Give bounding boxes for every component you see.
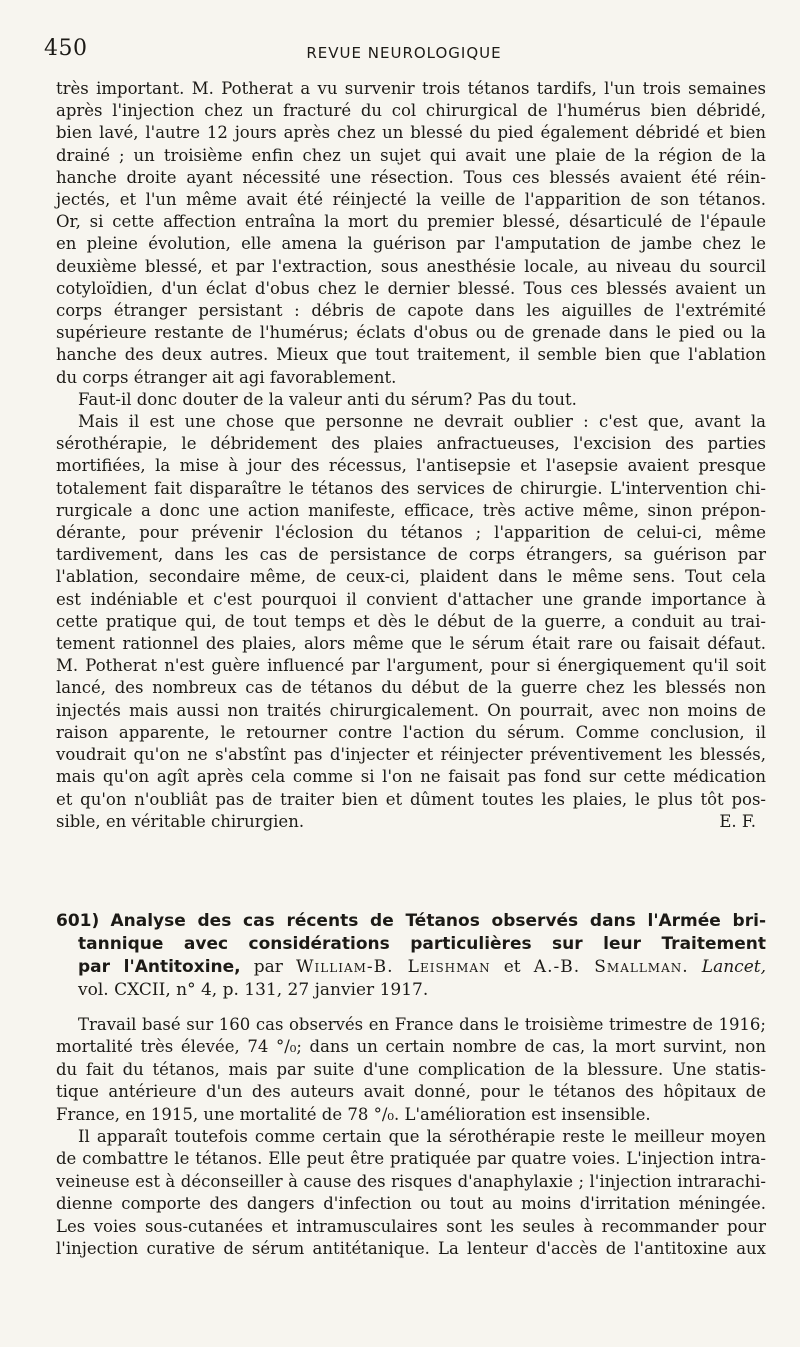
text-line: après l'injection chez un fracturé du col chirurgical de l'humérus bien débridé,	[56, 101, 766, 121]
text-line: et qu'on n'oubliât pas de traiter bien et dûment toutes les plaies, le plus tôt pos-	[56, 789, 766, 809]
text-line: du fait du tétanos, mais par suite d'une complication de la blessure. Une statis-	[56, 1059, 766, 1079]
text-line: raison apparente, le retourner contre l'action du sérum. Comme conclusion, il	[56, 722, 766, 742]
entry-title-part: par l'Antitoxine,	[78, 957, 241, 977]
question-line: Faut-il donc douter de la valeur anti du sérum? Pas du tout.	[78, 389, 577, 409]
text-line: deuxième blessé, et par l'extraction, sous anesthésie locale, au niveau du sourcil	[56, 256, 766, 276]
text-line: dienne comporte des dangers d'infection ou tout au moins d'irritation méningée.	[56, 1194, 766, 1214]
text-line: mortifiées, la mise à jour des récessus, l'antisepsie et l'asepsie avaient presque	[56, 456, 766, 476]
text-line: tardivement, dans les cas de persistance de corps étrangers, sa guérison par	[56, 545, 766, 565]
author-signature: E. F.	[719, 811, 756, 831]
text-line: rurgicale a donc une action manifeste, efficace, très active même, sinon prépon-	[56, 500, 766, 520]
entry-title-line	[56, 956, 766, 979]
page-number: 450	[44, 36, 88, 61]
text-line: dérante, pour prévenir l'éclosion du tétanos ; l'apparition de celui-ci, même	[56, 523, 766, 543]
text-line: jectés, et l'un même avait été réinjecté la veille de l'apparition de son tétanos.	[56, 190, 766, 210]
entry-title-line	[56, 933, 766, 956]
continued-article	[56, 78, 766, 833]
author-1: William-B. Leishman	[296, 957, 491, 977]
text-line: mortalité très élevée, 74 °/₀; dans un certain nombre de cas, la mort survint, non	[56, 1037, 766, 1057]
text-line: du corps étranger ait agi favorablement.	[56, 367, 397, 387]
page-header	[44, 36, 764, 68]
text-line: bien lavé, l'autre 12 jours après chez un blessé du pied également débridé et bien	[56, 123, 766, 143]
journal-name: Lancet,	[701, 957, 766, 977]
text-line: veineuse est à déconseiller à cause des risques d'anaphylaxie ; l'injection intrarachi-	[56, 1171, 766, 1191]
text-line: injectés mais aussi non traités chirurgicalement. On pourrait, avec non moins de	[56, 700, 766, 720]
text-line: l'ablation, secondaire même, de ceux-ci, plaident dans le même sens. Tout cela	[56, 567, 766, 587]
text-line: Les voies sous-cutanées et intramusculaires sont les seules à recommander pour	[56, 1216, 766, 1236]
text-line: sible, en véritable chirurgien.	[56, 811, 305, 831]
text-line: tement rationnel des plaies, alors même que le sérum était rare ou faisait défaut.	[56, 634, 766, 654]
text-line: sérothérapie, le débridement des plaies anfractueuses, l'excision des parties	[56, 434, 766, 454]
citation: vol. CXCII, n° 4, p. 131, 27 janvier 1917.	[78, 980, 429, 1000]
text-line: hanche des deux autres. Mieux que tout traitement, il semble bien que l'ablation	[56, 345, 766, 365]
text-line: cette pratique qui, de tout temps et dès le début de la guerre, a conduit au trai-	[56, 611, 766, 631]
text-line: très important. M. Potherat a vu survenir trois tétanos tardifs, l'un trois semaines	[56, 79, 766, 98]
abstract-entry	[56, 910, 766, 1260]
entry-title-line	[56, 910, 766, 933]
entry-heading	[56, 910, 766, 1002]
text-line: hanche droite ayant nécessité une résection. Tous ces blessés avaient été réin-	[56, 167, 766, 187]
text-line: mais qu'on agît après cela comme si l'on ne faisait pas fond sur cette médication	[56, 767, 766, 787]
text-line: M. Potherat n'est guère influencé par l'argument, pour si énergiquement qu'il soit	[56, 656, 766, 676]
and-word: et	[503, 957, 521, 977]
entry-number: 601)	[56, 911, 100, 931]
text-line: Mais il est une chose que personne ne devrait oublier : c'est que, avant la	[78, 412, 766, 432]
entry-title-part: tannique avec considérations particulières sur leur Traitement	[78, 934, 766, 954]
text-line: supérieure restante de l'humérus; éclats d'obus ou de grenade dans le pied ou la	[56, 323, 766, 343]
text-line: est indéniable et c'est pourquoi il convient d'attacher une grande importance à	[56, 589, 766, 609]
running-head: REVUE NEUROLOGIQUE	[306, 44, 502, 62]
text-line: en pleine évolution, elle amena la guérison par l'amputation de jambe chez le	[56, 234, 766, 254]
text-line: drainé ; un troisième enfin chez un sujet qui avait une plaie de la région de la	[56, 145, 766, 165]
entry-body	[56, 1014, 766, 1260]
text-line: Or, si cette affection entraîna la mort du premier blessé, désarticulé de l'épaule	[56, 212, 766, 232]
text-line: de combattre le tétanos. Elle peut être pratiquée par quatre voies. L'injection intra-	[56, 1149, 766, 1169]
text-line: France, en 1915, une mortalité de 78 °/₀. L'amélioration est insensible.	[56, 1104, 651, 1124]
entry-title-part: Analyse des cas récents de Tétanos observés dans l'Armée bri-	[110, 911, 766, 931]
closing-line	[56, 811, 766, 833]
text-line: voudrait qu'on ne s'abstînt pas d'injecter et réinjecter préventivement les blessés,	[56, 745, 766, 765]
text-line: tique antérieure d'un des auteurs avait donné, pour le tétanos des hôpitaux de	[56, 1082, 766, 1102]
text-line: cotyloïdien, d'un éclat d'obus chez le dernier blessé. Tous ces blessés avaient un	[56, 278, 766, 298]
text-line: Travail basé sur 160 cas observés en France dans le troisième trimestre de 1916;	[78, 1015, 766, 1034]
text-line: lancé, des nombreux cas de tétanos du début de la guerre chez les blessés non	[56, 678, 766, 698]
author-2: A.-B. Smallman.	[533, 957, 689, 977]
text-line: l'injection curative de sérum antitétanique. La lenteur d'accès de l'antitoxine aux	[56, 1239, 766, 1259]
text-line: totalement fait disparaître le tétanos des services de chirurgie. L'intervention chi-	[56, 478, 766, 498]
by-word: par	[253, 957, 283, 977]
text-line: corps étranger persistant : débris de capote dans les aiguilles de l'extrémité	[56, 301, 766, 321]
text-line: Il apparaît toutefois comme certain que la sérothérapie reste le meilleur moyen	[78, 1127, 766, 1147]
